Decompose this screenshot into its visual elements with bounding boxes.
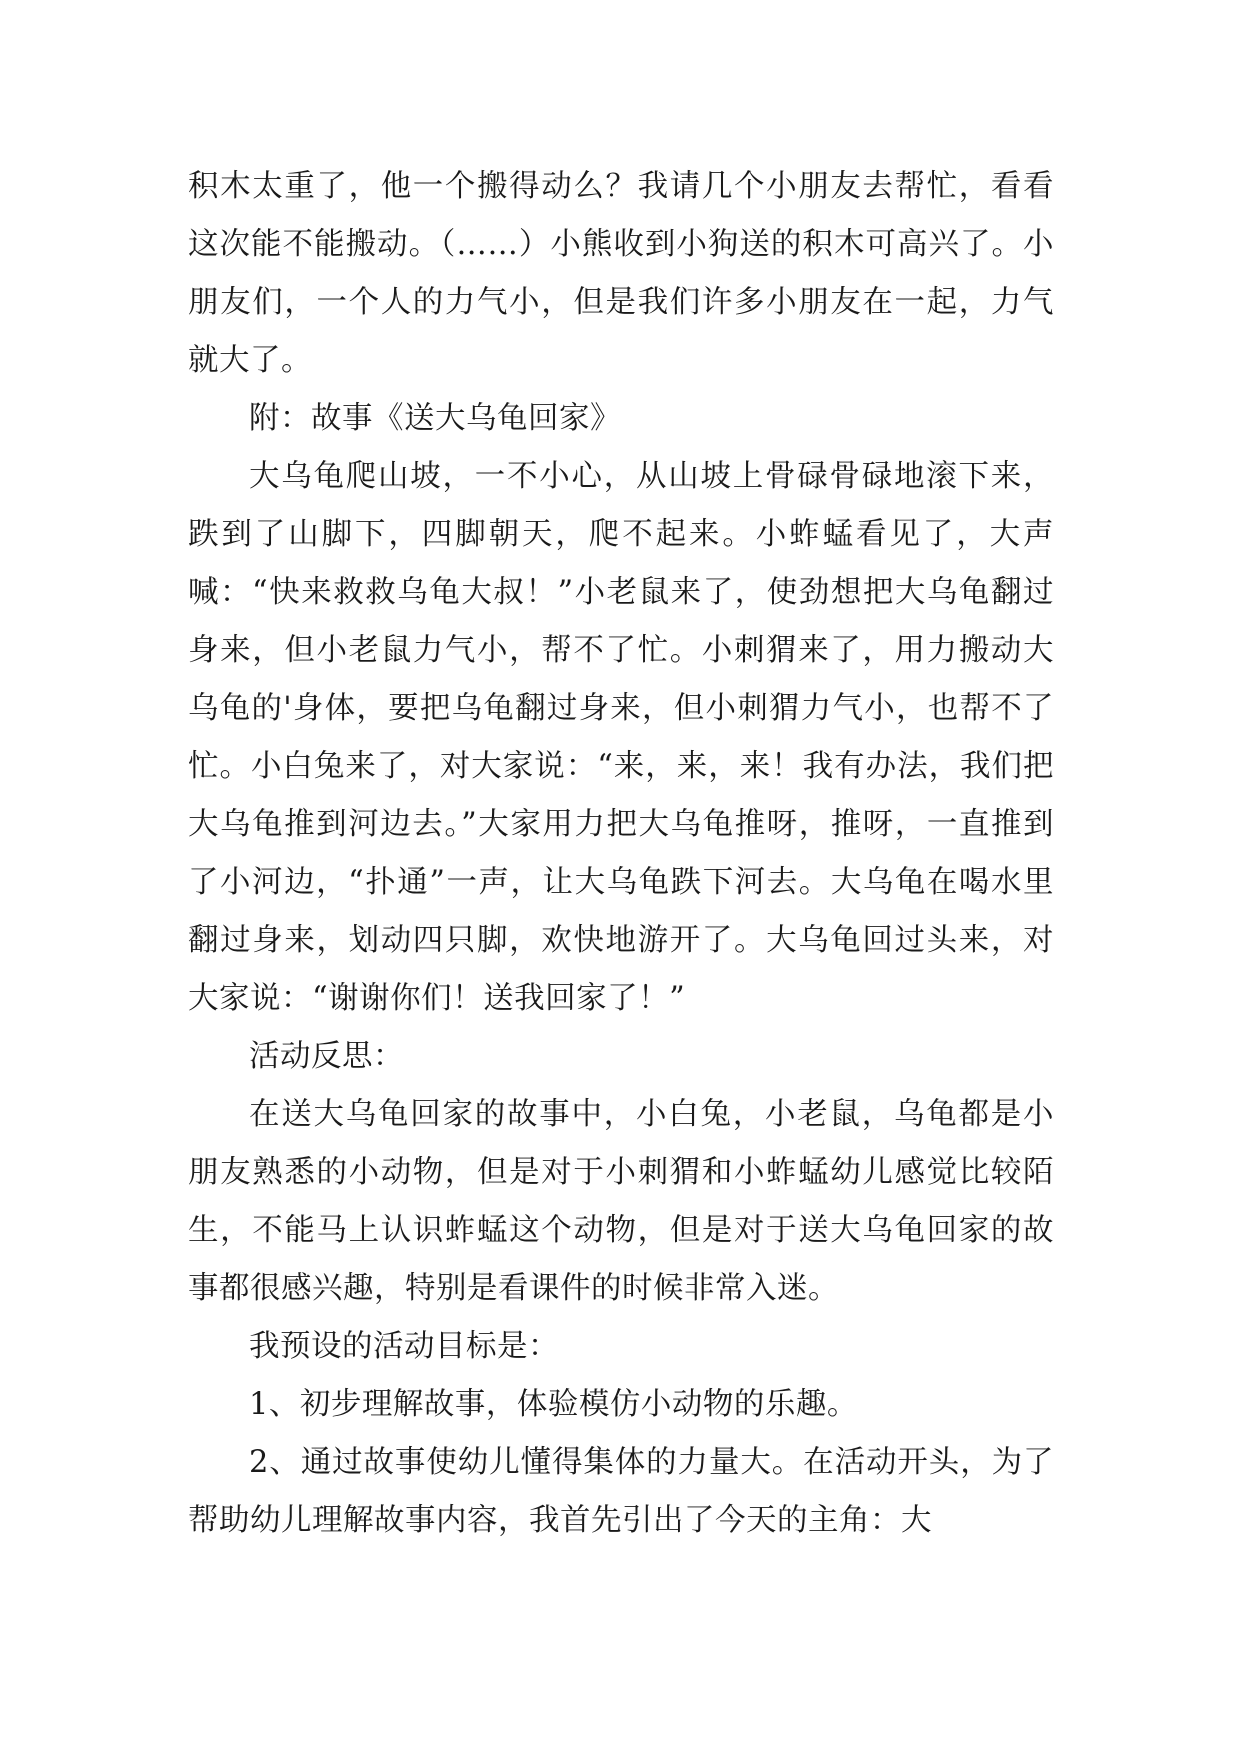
paragraph-goal-1: 1、初步理解故事，体验模仿小动物的乐趣。 (249, 1387, 858, 1422)
paragraph-reflection-text: 在送大乌龟回家的故事中，小白兔，小老鼠，乌龟都是小朋友熟悉的小动物，但是对于小刺猬和小蚱蜢幼儿感觉比较陌生，不能马上认识蚱蜢这个动物，但是对于送大乌龟回家的故事都很感兴趣，特别是看课件的时候非常入迷。 (188, 1097, 1054, 1306)
document-body (188, 158, 1054, 1550)
paragraph-goals-heading: 我预设的活动目标是： (249, 1329, 559, 1364)
paragraph-story-heading: 附：故事《送大乌龟回家》 (249, 401, 621, 436)
paragraph-continuation: 积木太重了，他一个搬得动么？我请几个小朋友去帮忙，看看这次能不能搬动。（……）小熊收到小狗送的积木可高兴了。小朋友们，一个人的力气小，但是我们许多小朋友在一起，力气就大了。 (188, 169, 1054, 378)
paragraph-story-text: 大乌龟爬山坡，一不小心，从山坡上骨碌骨碌地滚下来，跌到了山脚下，四脚朝天，爬不起来。小蚱蜢看见了，大声喊：“快来救救乌龟大叔！”小老鼠来了，使劲想把大乌龟翻过身来，但小老鼠力气小，帮不了忙。小刺猬来了，用力搬动大乌龟的'身体，要把乌龟翻过身来，但小刺猬力气小，也帮不了忙。小白兔来了，对大家说：“来，来，来！我有办法，我们把大乌龟推到河边去。”大家用力把大乌龟推呀，推呀，一直推到了小河边，“扑通”一声，让大乌龟跌下河去。大乌龟在喝水里翻过身来，划动四只脚，欢快地游开了。大乌龟回过头来，对大家说：“谢谢你们！送我回家了！” (188, 459, 1054, 1016)
paragraph-reflection-heading: 活动反思： (249, 1039, 404, 1074)
paragraph-goal-2: 2、通过故事使幼儿懂得集体的力量大。在活动开头，为了帮助幼儿理解故事内容，我首先引出了今天的主角：大 (188, 1445, 1054, 1538)
